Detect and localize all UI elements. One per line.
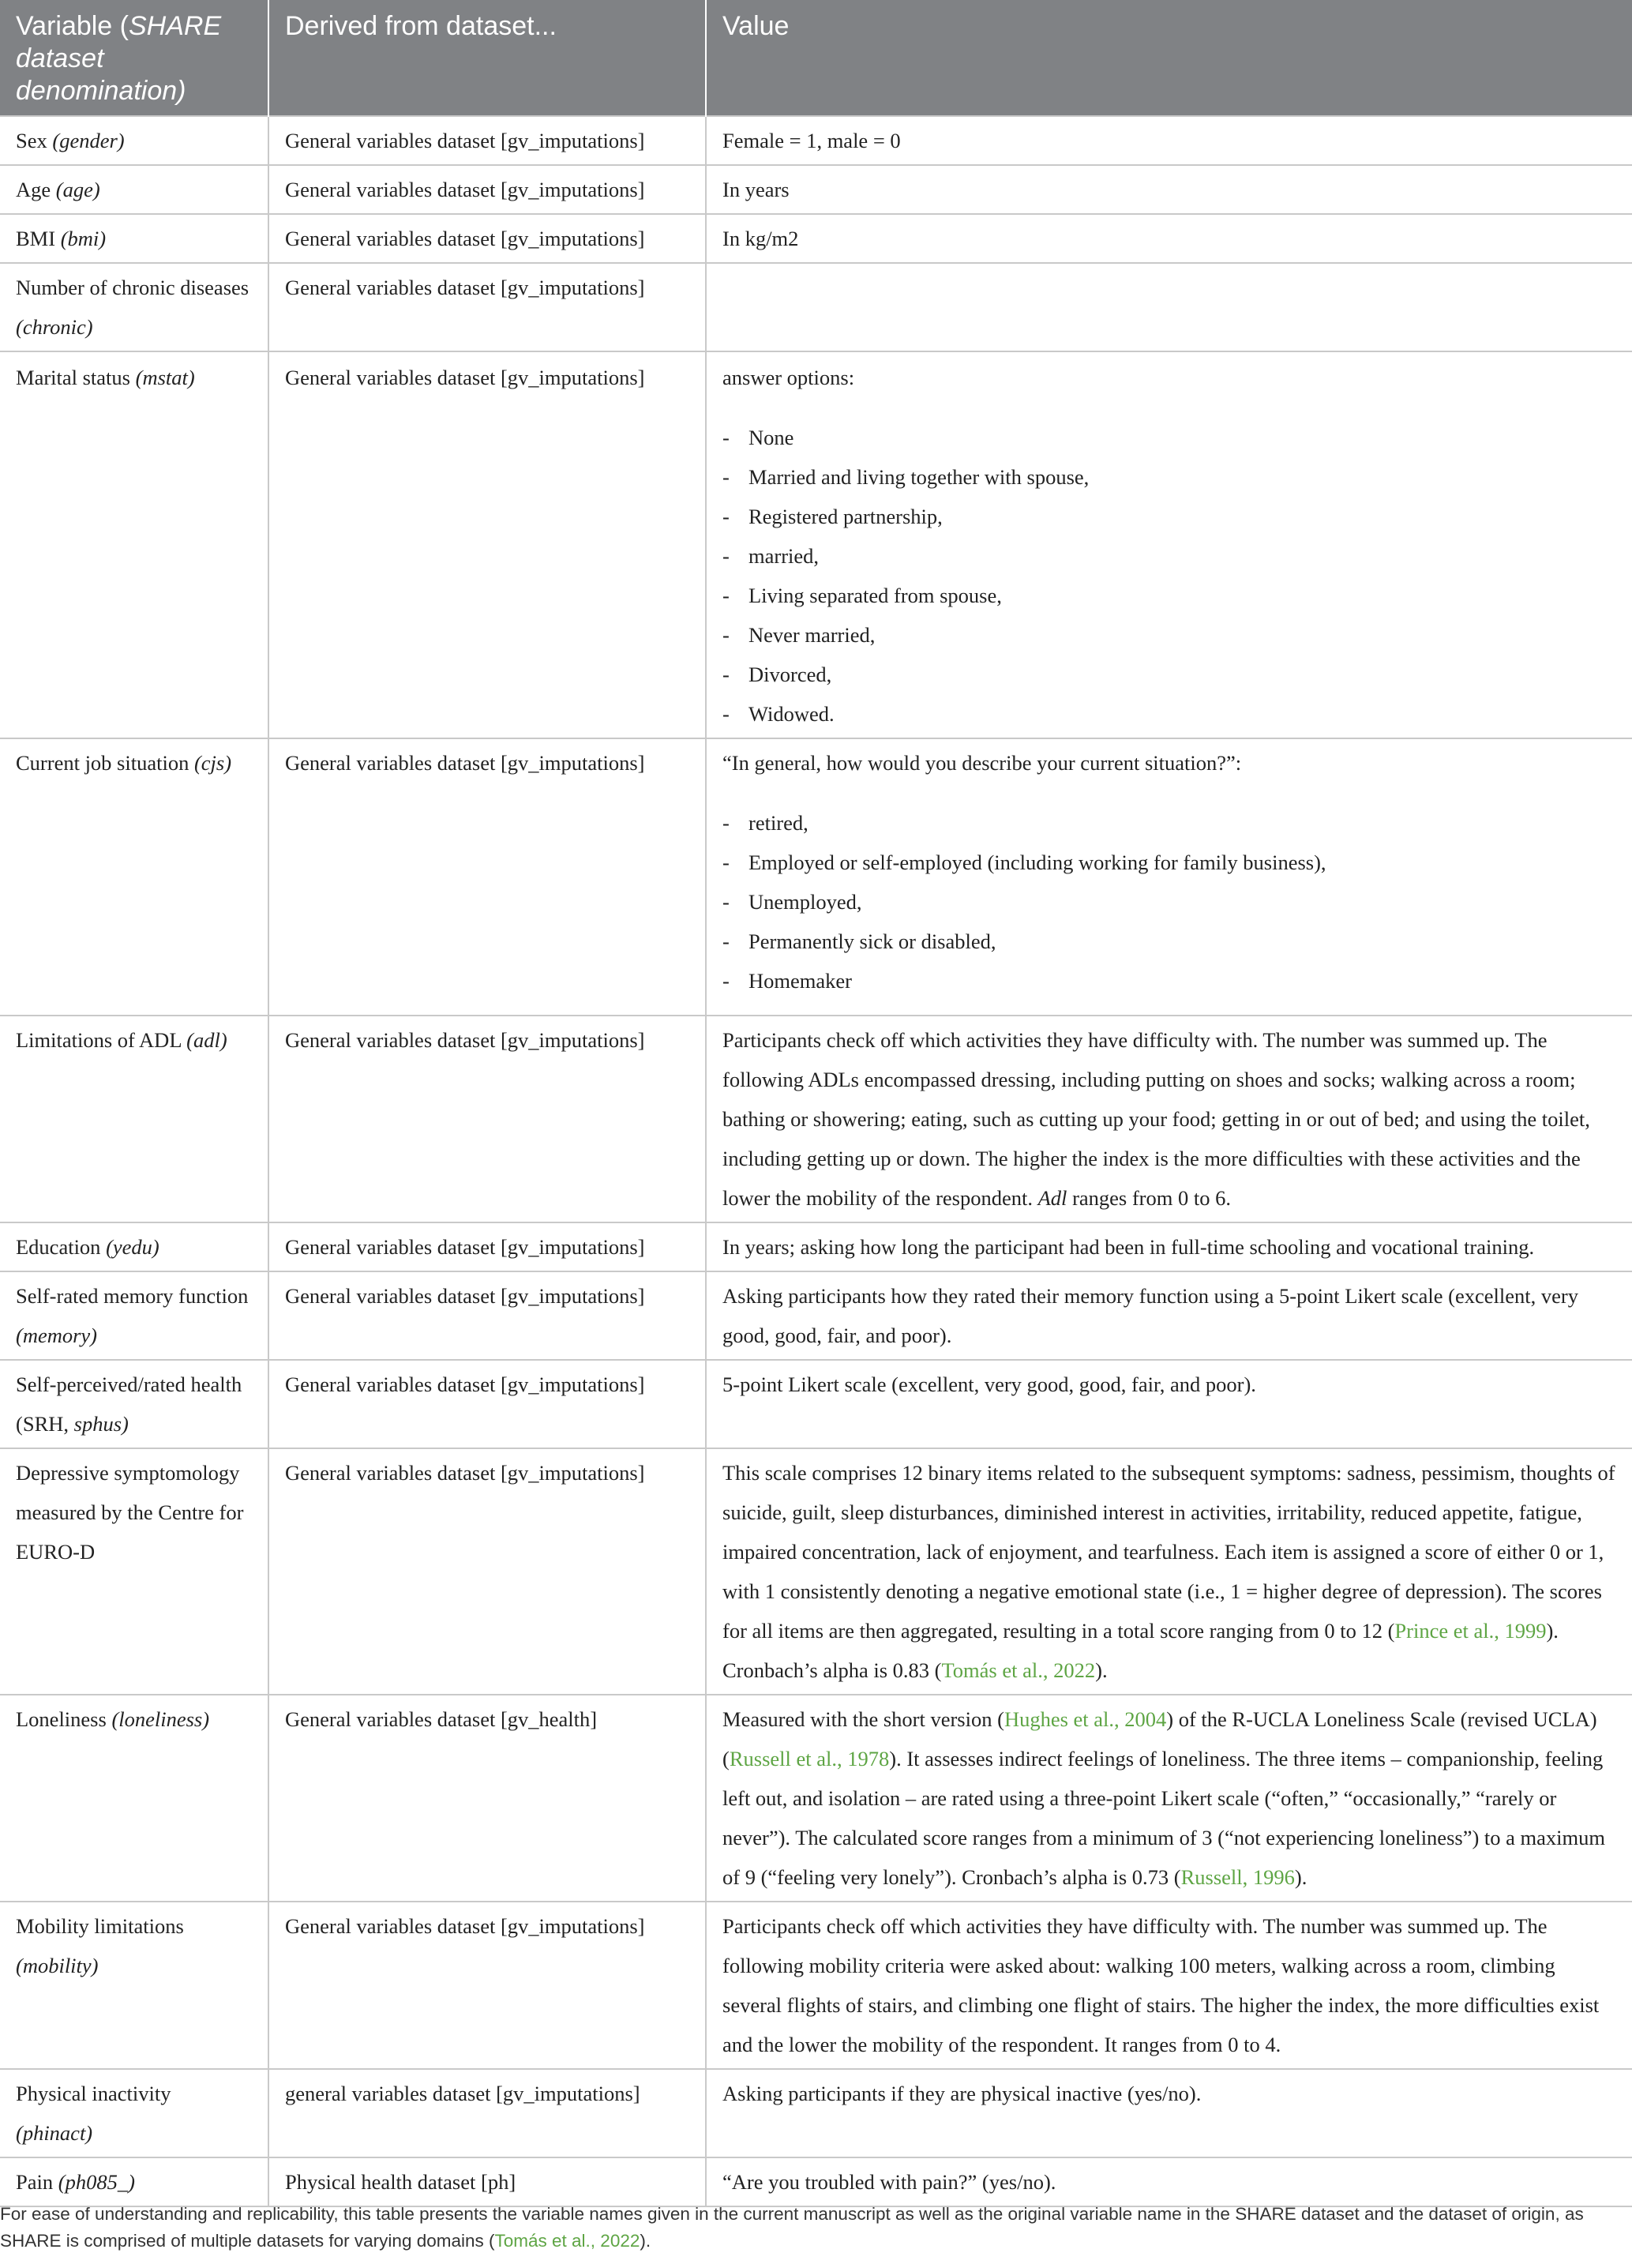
variable-code: (ph085_) [58,2170,135,2194]
variable-cell [0,214,268,263]
answer-options-list [722,803,1616,1001]
value-cell: “Are you troubled with pain?” (yes/no). [706,2157,1632,2206]
variable-code: (loneliness) [111,1707,210,1731]
value-text: ). [1095,1658,1108,1682]
citation-link[interactable]: Russell, 1996 [1180,1865,1295,1889]
value-cell: In years; asking how long the participant had been in full-time schooling and vocational training. [706,1222,1632,1271]
variable-code: (yedu) [106,1235,159,1259]
dataset-cell: General variables dataset [gv_imputations] [268,214,706,263]
dataset-cell: General variables dataset [gv_imputations] [268,738,706,1016]
citation-link[interactable]: Prince et al., 1999 [1394,1619,1547,1643]
variable-code: (memory) [16,1324,98,1347]
citation-link[interactable]: Hughes et al., 2004 [1004,1707,1167,1731]
table-row [0,1271,1632,1360]
variable-name: Depressive symptomology measured by the Centre for EURO-D [16,1461,244,1564]
list-item: - Widowed. [722,694,1616,734]
table-header-row [0,0,1632,116]
value-cell [706,1016,1632,1222]
list-item: - None [722,418,1616,457]
variable-cell [0,2069,268,2157]
value-cell: Female = 1, male = 0 [706,116,1632,165]
variable-cell [0,1222,268,1271]
variable-cell [0,116,268,165]
variable-cell [0,738,268,1016]
dataset-cell: General variables dataset [gv_imputations] [268,1271,706,1360]
variable-cell [0,1271,268,1360]
variable-name: Self-perceived/rated health (SRH, [16,1372,242,1436]
header-derived: Derived from dataset... [268,0,706,116]
variable-name: Limitations of ADL [16,1028,187,1052]
dataset-cell: general variables dataset [gv_imputations] [268,2069,706,2157]
dataset-cell: General variables dataset [gv_imputations] [268,351,706,738]
variable-name: Pain [16,2170,58,2194]
header-variable-text: Variable ( [16,11,129,41]
table-row [0,1222,1632,1271]
question-text: “In general, how would you describe your current situation?”: [722,751,1242,775]
value-cell: In kg/m2 [706,214,1632,263]
list-item: - Homemaker [722,961,1616,1001]
value-cell: Asking participants how they rated their memory function using a 5-point Likert scale (excellent, very good, good, fair, and poor). [706,1271,1632,1360]
variable-code: sphus) [73,1412,129,1436]
value-cell [706,351,1632,738]
value-text: This scale comprises 12 binary items related to the subsequent symptoms: sadness, pessimism, thoughts of suicide, guilt, sleep disturbances, diminished interest in activities, irritability, reduced appetite, fatigue, impaired concentration, lack of enjoyment, and tearfulness. Each item is assigned a score of either 0 or 1, with 1 consistently denoting a negative emotional state (i.e., 1 = higher degree of depression). The scores for all items are then aggregated, resulting in a total score ranging from 0 to 12 ( [722,1461,1615,1643]
table-row [0,214,1632,263]
variable-cell [0,1902,268,2069]
variable-code: (cjs) [193,751,232,775]
value-italic: Adl [1037,1186,1067,1210]
table-row [0,116,1632,165]
list-item: - Permanently sick or disabled, [722,922,1616,961]
dataset-cell: General variables dataset [gv_imputations] [268,165,706,214]
value-cell [706,1695,1632,1902]
variable-code: (phinact) [16,2121,93,2145]
table-footnote [0,2201,1632,2255]
table-row [0,1016,1632,1222]
value-cell: Asking participants if they are physical inactive (yes/no). [706,2069,1632,2157]
variable-name: Physical inactivity [16,2082,171,2105]
variable-cell [0,2157,268,2206]
variable-name: Sex [16,129,53,152]
header-variable [0,0,268,116]
answer-options-intro: answer options: [722,366,855,389]
dataset-cell: General variables dataset [gv_imputations] [268,1902,706,2069]
variable-name: Current job situation [16,751,194,775]
variable-name: Loneliness [16,1707,112,1731]
list-item: - Never married, [722,615,1616,655]
citation-link[interactable]: Tomás et al., 2022 [941,1658,1096,1682]
dataset-cell: Physical health dataset [ph] [268,2157,706,2206]
value-text: Participants check off which activities they have difficulty with. The number was summed up. The following ADLs encompassed dressing, including putting on shoes and socks; walking across a room; bathing or showering; eating, such as cutting up your food; getting in or out of bed; and using the toilet, including getting up or down. The higher the index is the more difficulties with these activities and the lower the mobility of the respondent. [722,1028,1590,1210]
value-text: ). Cronbach’s alpha is 0.83 ( [722,1619,1559,1682]
value-cell: Participants check off which activities they have difficulty with. The number was summed up. The following mobility criteria were asked about: walking 100 meters, walking across a room, climbing several flights of stairs, and climbing one flight of stairs. The higher the index, the more difficulties exist and the lower the mobility of the respondent. It ranges from 0 to 4. [706,1902,1632,2069]
answer-options-list [722,418,1616,734]
value-cell: 5-point Likert scale (excellent, very good, good, fair, and poor). [706,1360,1632,1448]
variable-name: BMI [16,227,61,250]
list-item: - Employed or self-employed (including working for family business), [722,843,1616,882]
list-item: - Registered partnership, [722,497,1616,536]
variable-code: (chronic) [16,315,93,339]
variable-cell [0,1695,268,1902]
dataset-cell: General variables dataset [gv_imputations] [268,1222,706,1271]
dataset-cell: General variables dataset [gv_imputations] [268,1016,706,1222]
dataset-cell: General variables dataset [gv_imputations] [268,1448,706,1695]
table-row [0,738,1632,1016]
dataset-cell: General variables dataset [gv_imputations] [268,1360,706,1448]
citation-link[interactable]: Russell et al., 1978 [729,1747,890,1770]
value-text: ). It assesses indirect feelings of loneliness. The three items – companionship, feeling left out, and isolation – are rated using a three-point Likert scale (“often,” “occasionally,” “rarely or never”). The calculated score ranges from a minimum of 3 (“not experiencing loneliness”) to a maximum of 9 (“feeling very lonely”). Cronbach’s alpha is 0.73 ( [722,1747,1605,1889]
value-text: Measured with the short version ( [722,1707,1004,1731]
variable-code: (age) [55,178,100,201]
footnote-text: For ease of understanding and replicability, this table presents the variable names given in the current manuscript as well as the original variable name in the SHARE dataset and the dataset of origin, as SHARE is comprised of multiple datasets for varying domains ( [0,2204,1584,2251]
footnote-end: ). [640,2231,651,2251]
variable-name: Number of chronic diseases [16,276,249,299]
variable-code: (mstat) [135,366,195,389]
variable-cell [0,1360,268,1448]
value-text: ranges from 0 to 6. [1067,1186,1231,1210]
list-item: - Unemployed, [722,882,1616,922]
variable-name: Education [16,1235,107,1259]
table-row [0,1695,1632,1902]
table-row [0,351,1632,738]
list-item: - Living separated from spouse, [722,576,1616,615]
dataset-cell: General variables dataset [gv_health] [268,1695,706,1902]
list-item: - Married and living together with spouse, [722,457,1616,497]
variable-cell [0,165,268,214]
variable-code: (gender) [52,129,125,152]
variable-name: Mobility limitations [16,1914,184,1938]
value-cell [706,738,1632,1016]
header-value: Value [706,0,1632,116]
variable-cell [0,351,268,738]
dataset-cell: General variables dataset [gv_imputations] [268,116,706,165]
table-row [0,1360,1632,1448]
value-cell: In years [706,165,1632,214]
list-item: - Divorced, [722,655,1616,694]
value-text: ). [1294,1865,1307,1889]
header-variable-italic: SHARE dataset denomination) [16,11,222,106]
variable-name: Marital status [16,366,136,389]
variable-code: (adl) [186,1028,227,1052]
table-row [0,165,1632,214]
variable-name: Age [16,178,56,201]
list-item: - married, [722,536,1616,576]
table-row [0,263,1632,351]
variable-code: (bmi) [60,227,107,250]
table-row [0,1448,1632,1695]
table-row [0,2157,1632,2206]
variable-cell [0,1016,268,1222]
variable-cell [0,1448,268,1695]
dataset-cell: General variables dataset [gv_imputations] [268,263,706,351]
value-text: ) of the R-UCLA Loneliness Scale (revised UCLA) ( [722,1707,1597,1770]
value-cell [706,1448,1632,1695]
variable-code: (mobility) [16,1954,99,1977]
value-cell [706,263,1632,351]
variable-name: Self-rated memory function [16,1284,249,1308]
footnote-citation-link[interactable]: Tomás et al., 2022 [494,2231,640,2251]
table-row [0,1902,1632,2069]
table-row [0,2069,1632,2157]
variable-cell [0,263,268,351]
list-item: - retired, [722,803,1616,843]
